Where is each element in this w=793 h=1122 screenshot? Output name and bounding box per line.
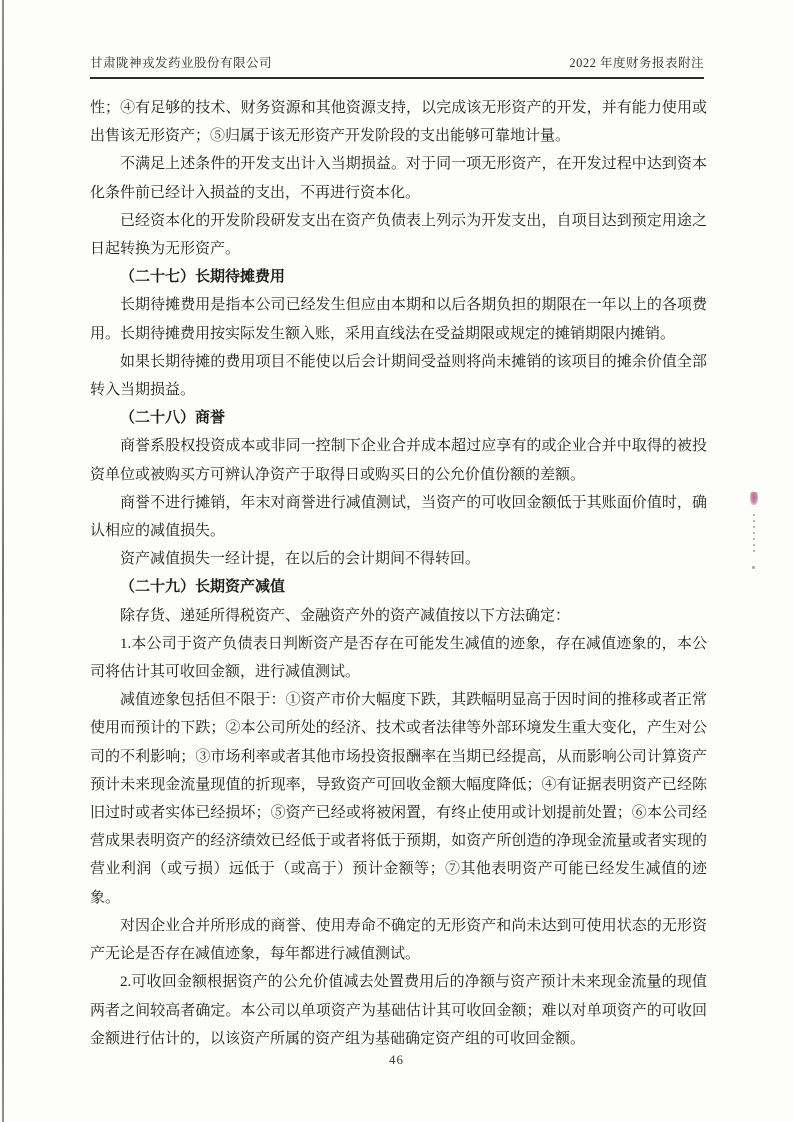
scan-artifact-pink-stamp bbox=[750, 492, 758, 505]
paragraph: 商誉系股权投资成本或非同一控制下企业合并成本超过应享有的或企业合并中取得的被投资单位或被购买方可辨认净资产于取得日或购买日的公允价值份额的差额。 bbox=[90, 438, 707, 483]
paragraph: 性；④有足够的技术、财务资源和其他资源支持，以完成该无形资产的开发，并有能力使用或出售该无形资产；⑤归属于该无形资产开发阶段的支出能够可靠地计量。 bbox=[90, 100, 707, 145]
paragraph: 1.本公司于资产负债表日判断资产是否存在可能发生减值的迹象，存在减值迹象的，本公司将估计其可收回金额，进行减值测试。 bbox=[90, 635, 707, 681]
paragraph: 长期待摊费用是指本公司已经发生但应由本期和以后各期负担的期限在一年以上的各项费用。长期待摊费用按实际发生额入账，采用直线法在受益期限或规定的摊销期限内摊销。 bbox=[90, 297, 707, 342]
header-company-name: 甘肃陇神戎发药业股份有限公司 bbox=[90, 56, 273, 70]
paragraph: 已经资本化的开发阶段研发支出在资产负债表上列示为开发支出，自项目达到预定用途之日起转换为无形资产。 bbox=[90, 212, 707, 258]
section-heading: （二十七）长期待摊费用 bbox=[120, 269, 286, 286]
scan-edge-artifact bbox=[2, 0, 4, 1122]
section-heading: （二十九）长期资产减值 bbox=[120, 579, 286, 596]
header-doc-title: 2022 年度财务报表附注 bbox=[569, 56, 704, 70]
paragraph: 如果长期待摊的费用项目不能使以后会计期间受益则将尚未摊销的该项目的摊余价值全部转入当期损益。 bbox=[90, 353, 707, 399]
page-number: 46 bbox=[389, 1052, 404, 1067]
section-heading: （二十八）商誉 bbox=[120, 410, 226, 427]
page-header bbox=[90, 53, 704, 79]
paragraph: 不满足上述条件的开发支出计入当期损益。对于同一项无形资产，在开发过程中达到资本化条件前已经计入损益的支出，不再进行资本化。 bbox=[90, 156, 707, 201]
paragraph: 2.可收回金额根据资产的公允价值减去处置费用后的净额与资产预计未来现金流量的现值两者之间较高者确定。本公司以单项资产为基础估计其可收回金额；难以对单项资产的可收回金额进行估计的，以该资产所属的资产组为基础确定资产组的可收回金额。 bbox=[90, 974, 707, 1047]
paragraph: 资产减值损失一经计提，在以后的会计期间不得转回。 bbox=[120, 551, 481, 568]
scan-artifact-ruler-mark bbox=[753, 514, 755, 552]
paragraph: 商誉不进行摊销，年末对商誉进行减值测试，当资产的可收回金额低于其账面价值时，确认相应的减值损失。 bbox=[90, 494, 707, 540]
paragraph: 除存货、递延所得税资产、金融资产外的资产减值按以下方法确定： bbox=[120, 607, 571, 624]
document-body bbox=[90, 94, 707, 1053]
scan-artifact-speck bbox=[752, 566, 755, 569]
paragraph: 对因企业合并所形成的商誉、使用寿命不确定的无形资产和尚未达到可使用状态的无形资产无论是否存在减值迹象，每年都进行减值测试。 bbox=[90, 917, 707, 963]
paragraph: 减值迹象包括但不限于：①资产市价大幅度下跌，其跌幅明显高于因时间的推移或者正常使用而预计的下跌；②本公司所处的经济、技术或者法律等外部环境发生重大变化，产生对公司的不利影响；③市场利率或者其他市场投资报酬率在当期已经提高，从而影响公司计算资产预计未来现金流量现值的折现率，导致资产可回收金额大幅度降低；④有证据表明资产已经陈旧过时或者实体已经损坏；⑤资产已经或将被闲置，有终止使用或计划提前处置；⑥本公司经营成果表明资产的经济绩效已经低于或者将低于预期，如资产所创造的净现金流量或者实现的营业利润（或亏损）远低于（或高于）预计金额等；⑦其他表明资产可能已经发生减值的迹象。 bbox=[90, 692, 707, 906]
